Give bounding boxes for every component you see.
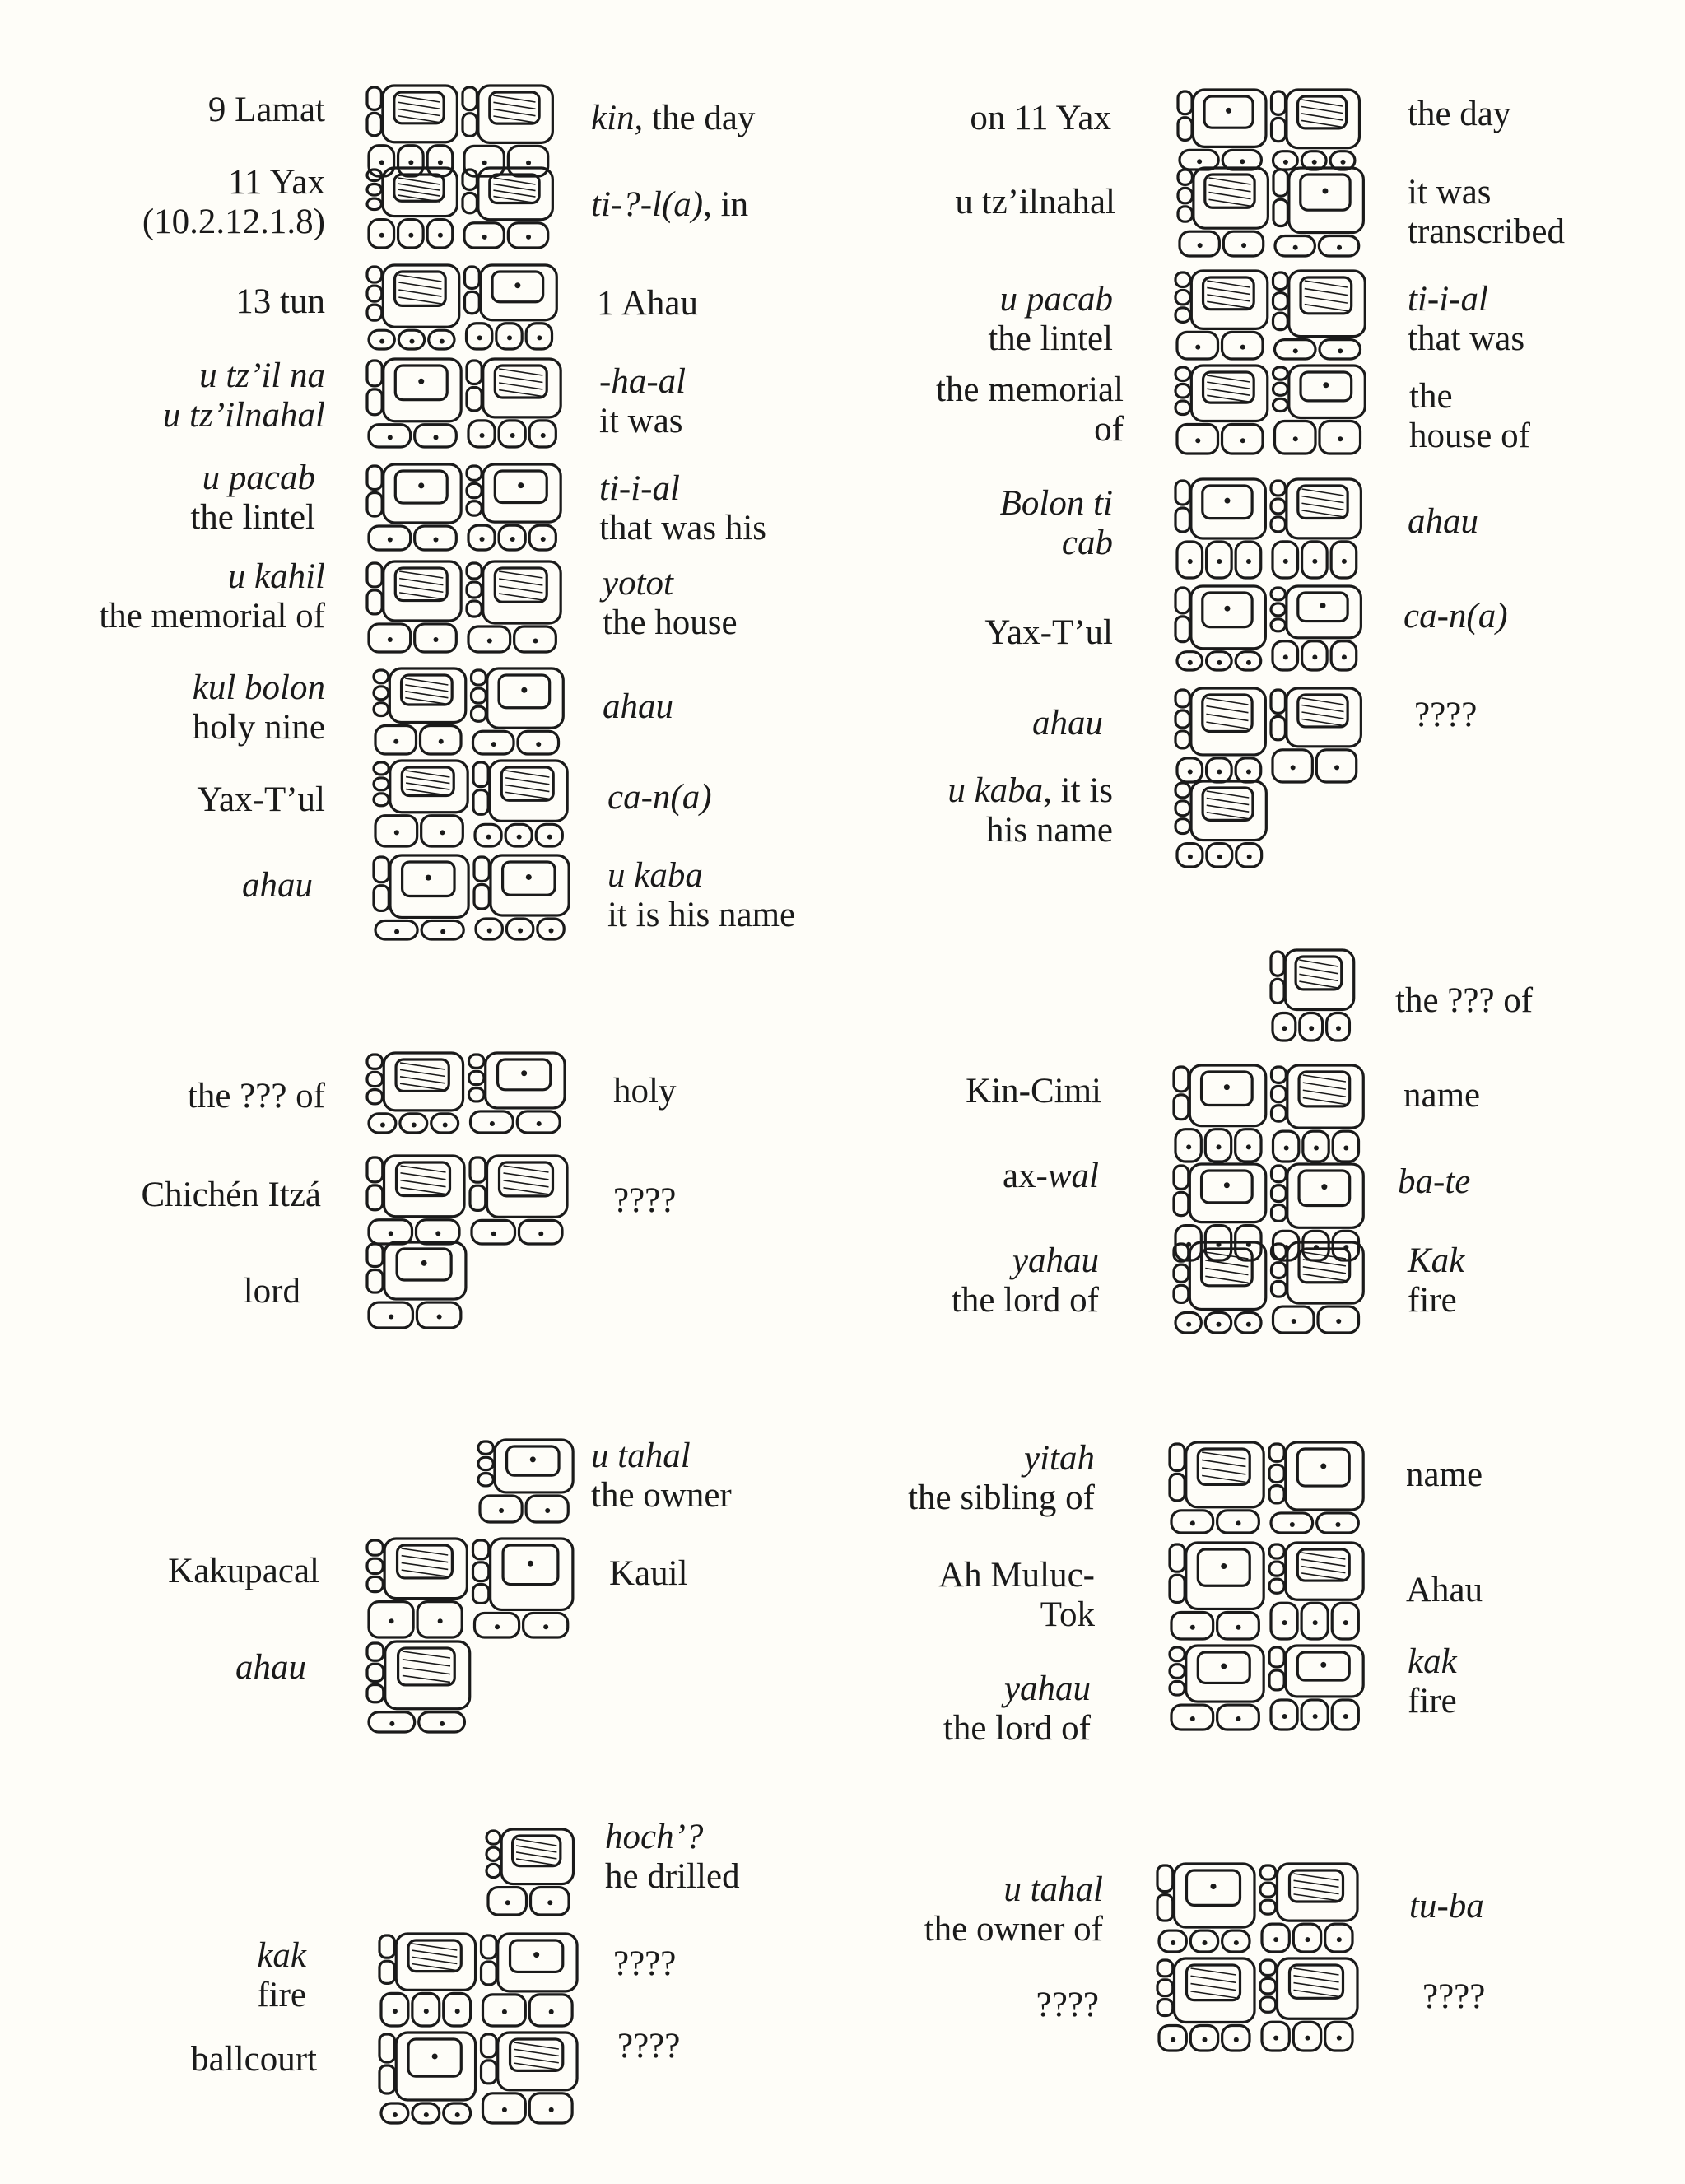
glyph-11-yax-til-icon xyxy=(362,165,560,251)
panel-1-right-label xyxy=(599,362,686,441)
glyph-ukahil-yotot-icon xyxy=(362,558,568,655)
label-text: (10.2.12.1.8) xyxy=(142,203,325,241)
panel-1-left-label xyxy=(197,780,325,820)
panel-2-right-label xyxy=(1414,696,1477,735)
label-text: kak xyxy=(257,1936,306,1975)
label-line xyxy=(1408,1241,1464,1281)
label-text: , in xyxy=(703,185,749,224)
label-text: the day xyxy=(1408,95,1511,133)
label-line xyxy=(1032,704,1103,743)
panel-7-right-label xyxy=(605,1818,740,1897)
label-line xyxy=(966,1072,1101,1111)
label-line xyxy=(1398,1162,1470,1202)
label-line xyxy=(591,1437,732,1476)
label-text: ???? xyxy=(1414,696,1478,734)
label-line xyxy=(617,2027,680,2066)
label-line xyxy=(603,687,673,727)
panel-1-right-label xyxy=(591,185,748,225)
label-line xyxy=(1403,1076,1480,1115)
glyph-on-11-yax-icon xyxy=(1173,86,1366,173)
label-line xyxy=(607,896,795,935)
label-line xyxy=(613,1072,676,1111)
label-line xyxy=(142,163,325,203)
label-text: the xyxy=(1409,377,1453,416)
label-line xyxy=(188,1077,325,1116)
panel-8-right-label xyxy=(1409,1887,1484,1926)
label-text: name xyxy=(1406,1455,1483,1494)
label-text: house of xyxy=(1409,417,1530,455)
panel-2-right-label xyxy=(1409,377,1530,456)
label-text: the memorial xyxy=(935,370,1124,409)
label-text: Ahau xyxy=(1406,1571,1483,1609)
glyph-kincimi-icon xyxy=(1169,1062,1371,1165)
glyph-utzilna-haal-icon xyxy=(362,356,568,450)
label-line xyxy=(1408,1281,1464,1320)
label-line xyxy=(605,1818,740,1857)
panel-1-left-label xyxy=(190,459,315,538)
panel-6-right-label xyxy=(1406,1455,1483,1495)
label-line xyxy=(99,557,325,597)
label-line xyxy=(908,1439,1095,1479)
label-text: the lord of xyxy=(951,1281,1099,1320)
label-text: transcribed xyxy=(1408,212,1566,251)
label-line xyxy=(1408,319,1524,359)
label-text: ba-te xyxy=(1398,1162,1471,1201)
label-line xyxy=(1408,1682,1457,1721)
label-line xyxy=(603,564,738,603)
label-line xyxy=(599,402,686,441)
glyph-yitah-icon xyxy=(1165,1439,1371,1536)
label-line xyxy=(1406,1455,1483,1495)
panel-1-right-label xyxy=(603,687,673,727)
glyph-ballcourt-icon xyxy=(375,2029,584,2126)
label-text: -ha-al xyxy=(599,362,687,401)
panel-2-right-label xyxy=(1408,95,1510,134)
panel-3-left-label xyxy=(188,1077,325,1116)
label-text: on 11 Yax xyxy=(970,99,1111,137)
label-line xyxy=(197,780,325,820)
label-text: it was xyxy=(1408,173,1492,212)
panel-4-right-label xyxy=(1408,1241,1464,1320)
panel-1-right-label xyxy=(591,99,755,138)
label-text: ???? xyxy=(1422,1977,1486,2016)
glyph-the-of-1-icon xyxy=(362,1050,572,1136)
panel-6-left-label xyxy=(908,1439,1095,1518)
label-text: holy xyxy=(613,1072,677,1111)
label-line xyxy=(99,597,325,636)
label-text: Ah Muluc- xyxy=(938,1556,1095,1595)
panel-7-left-label xyxy=(191,2040,317,2079)
label-text: u tz’il na xyxy=(199,356,325,395)
label-text: fire xyxy=(1408,1682,1457,1721)
label-line xyxy=(938,1595,1095,1635)
label-text: Yax-T’ul xyxy=(197,780,325,819)
glyph-chichen-itza-icon xyxy=(362,1153,575,1247)
label-text: the lintel xyxy=(190,498,315,537)
panel-3-right-label xyxy=(613,1181,676,1221)
label-text: 13 tun xyxy=(235,282,325,321)
label-line xyxy=(1408,212,1565,252)
glyph-memorial-house-icon xyxy=(1171,362,1372,457)
label-text: the owner of xyxy=(924,1910,1103,1949)
glyph-kakupacal-kauil-icon xyxy=(362,1535,580,1641)
glyph-yaxtul-cana-icon xyxy=(369,757,575,850)
label-text: holy nine xyxy=(192,708,325,747)
label-text: ti-i-al xyxy=(599,469,680,508)
panel-3-left-label xyxy=(142,1176,322,1215)
label-line xyxy=(988,280,1113,319)
label-text: hoch’? xyxy=(605,1818,704,1856)
label-line xyxy=(591,1476,732,1516)
label-line xyxy=(1408,502,1478,542)
panel-6-left-label xyxy=(943,1669,1091,1749)
panel-8-left-label xyxy=(924,1870,1103,1949)
panel-2-right-label xyxy=(1408,280,1524,359)
label-line xyxy=(244,1272,300,1311)
panel-1-left-label xyxy=(99,557,325,636)
label-line xyxy=(607,856,795,896)
glyph-upacab-lintel-icon xyxy=(1171,268,1372,362)
label-line xyxy=(193,668,325,708)
glyph-yahau-kak-2-icon xyxy=(1165,1642,1371,1733)
label-line xyxy=(193,708,325,747)
glyph-ahau-ukaba-icon xyxy=(369,852,576,943)
panel-2-left-label xyxy=(988,280,1113,359)
panel-2-left-label xyxy=(936,370,1124,449)
label-line xyxy=(943,1669,1091,1709)
label-line xyxy=(955,183,1115,222)
label-text: name xyxy=(1403,1076,1481,1115)
panel-2-left-label xyxy=(970,99,1111,138)
panel-1-left-label xyxy=(142,163,325,242)
label-line xyxy=(597,284,698,324)
label-line xyxy=(1408,95,1510,134)
label-line xyxy=(242,866,313,906)
glyph-unknown-tuba-icon xyxy=(1152,1955,1365,2054)
label-text: u tahal xyxy=(591,1437,691,1475)
label-text: that was his xyxy=(599,509,767,547)
panel-8-left-label xyxy=(1036,1986,1099,2025)
label-line xyxy=(1036,1986,1099,2025)
glyph-the-of-2-icon xyxy=(1266,947,1361,1044)
label-text: ???? xyxy=(613,1944,677,1983)
label-line xyxy=(1403,597,1508,636)
label-line xyxy=(1408,280,1524,319)
label-text: ballcourt xyxy=(191,2040,317,2079)
label-line xyxy=(1409,417,1530,456)
panel-2-left-label xyxy=(1032,704,1103,743)
label-line xyxy=(605,1857,740,1897)
label-text: Kak xyxy=(1408,1241,1465,1280)
label-text: yahau xyxy=(1012,1241,1099,1280)
label-text: u tahal xyxy=(1003,1870,1103,1909)
panel-6-right-label xyxy=(1408,1642,1457,1721)
label-line xyxy=(208,91,325,130)
label-line xyxy=(984,613,1113,653)
label-line xyxy=(1406,1571,1483,1610)
label-text: ahau xyxy=(1408,502,1478,541)
label-line xyxy=(936,370,1124,410)
label-text: ahau xyxy=(242,866,313,905)
label-line xyxy=(1409,1887,1484,1926)
label-line xyxy=(163,356,325,396)
glyph-yahau-kak-icon xyxy=(1169,1239,1371,1336)
label-line xyxy=(190,459,315,498)
label-line xyxy=(1409,377,1530,417)
label-line xyxy=(952,1281,1099,1320)
panel-4-left-label xyxy=(952,1241,1099,1320)
label-line xyxy=(235,282,325,322)
glyph-kulbolon-ahau-icon xyxy=(369,665,570,757)
label-text: Kauil xyxy=(609,1554,688,1593)
label-text: u pacab xyxy=(202,459,315,497)
label-text: u kaba xyxy=(947,771,1044,810)
label-line xyxy=(924,1910,1103,1949)
label-line xyxy=(908,1479,1095,1518)
glyph-ukaba-2-icon xyxy=(1171,778,1273,870)
label-line xyxy=(168,1552,319,1591)
label-text: kak xyxy=(1408,1642,1457,1681)
label-text: u pacab xyxy=(999,280,1113,319)
label-text: ???? xyxy=(613,1181,677,1220)
label-text: the sibling of xyxy=(908,1479,1095,1517)
label-text: that was xyxy=(1408,319,1525,358)
panel-2-right-label xyxy=(1408,502,1478,542)
label-line xyxy=(607,778,712,817)
label-text: his name xyxy=(985,811,1113,850)
panel-2-left-label xyxy=(947,771,1113,850)
label-text: the lintel xyxy=(988,319,1113,358)
label-text: the memorial of xyxy=(99,597,325,636)
label-text: tu-ba xyxy=(1409,1887,1484,1926)
label-line xyxy=(988,319,1113,359)
label-line xyxy=(609,1554,688,1594)
panel-5-left-label xyxy=(235,1648,306,1688)
panel-1-right-label xyxy=(603,564,738,643)
label-text: 9 Lamat xyxy=(207,91,325,129)
label-line xyxy=(1000,484,1113,524)
label-line xyxy=(947,811,1113,850)
label-text: ca-n(a) xyxy=(1403,597,1508,636)
label-text: fire xyxy=(257,1976,306,2014)
glyph-13-tun-1-ahau-icon xyxy=(362,262,564,352)
glyph-lord-icon xyxy=(362,1239,473,1331)
label-text: , the day xyxy=(634,99,756,137)
label-line xyxy=(257,1936,306,1976)
glyph-yaxtul-2-icon xyxy=(1171,583,1368,673)
label-text: yahau xyxy=(1003,1669,1091,1708)
label-text: ahau xyxy=(1032,704,1103,743)
label-line xyxy=(613,1181,676,1221)
label-text: ahau xyxy=(603,687,673,726)
label-line xyxy=(1408,1642,1457,1682)
panel-5-right-label xyxy=(609,1554,688,1594)
label-line xyxy=(591,185,748,225)
panel-6-right-label xyxy=(1406,1571,1483,1610)
label-text: u kaba xyxy=(607,856,703,895)
label-line xyxy=(599,469,766,509)
label-line xyxy=(235,1648,306,1688)
label-text: kul bolon xyxy=(192,668,325,707)
label-text: Yax-T’ul xyxy=(984,613,1113,652)
label-text: wal xyxy=(1047,1157,1099,1195)
label-line xyxy=(591,99,755,138)
label-text: ax- xyxy=(1002,1157,1048,1195)
label-text: the house xyxy=(603,603,738,642)
panel-6-left-label xyxy=(938,1556,1095,1635)
label-text: ti-i-al xyxy=(1408,280,1488,319)
label-text: , it is xyxy=(1043,771,1113,810)
label-text: ahau xyxy=(235,1648,306,1687)
label-line xyxy=(943,1709,1091,1749)
glyph-ahau-3-icon xyxy=(362,1638,477,1735)
label-text: Tok xyxy=(1040,1595,1095,1634)
glyph-utahal-1-icon xyxy=(473,1437,580,1525)
label-line xyxy=(970,99,1111,138)
glyph-hoch-icon xyxy=(482,1826,580,1918)
panel-1-left-label xyxy=(163,356,325,435)
label-text: 1 Ahau xyxy=(597,284,699,323)
label-text: lord xyxy=(243,1272,300,1311)
glyph-ah-muluc-tok-icon xyxy=(1165,1539,1371,1642)
panel-2-left-label xyxy=(984,613,1113,653)
label-text: ca-n(a) xyxy=(607,778,712,817)
label-line xyxy=(599,362,686,402)
panel-1-left-label xyxy=(193,668,325,747)
label-text: Kakupacal xyxy=(168,1552,319,1590)
label-text: u kahil xyxy=(227,557,325,596)
label-text: yotot xyxy=(603,564,673,603)
panel-2-left-label xyxy=(955,183,1115,222)
panel-1-left-label xyxy=(208,91,325,130)
label-line xyxy=(603,603,738,643)
label-line xyxy=(599,509,766,548)
panel-1-right-label xyxy=(597,284,698,324)
label-text: 11 Yax xyxy=(228,163,325,202)
label-text: yitah xyxy=(1024,1439,1095,1478)
label-line xyxy=(938,1556,1095,1595)
panel-4-left-label xyxy=(1003,1157,1099,1196)
label-line xyxy=(947,771,1113,811)
label-line xyxy=(191,2040,317,2079)
label-text: Chichén Itzá xyxy=(141,1176,321,1214)
panel-4-right-label xyxy=(1403,1076,1480,1115)
panel-3-right-label xyxy=(613,1072,676,1111)
label-line xyxy=(163,396,325,435)
label-line xyxy=(1000,524,1113,563)
panel-8-right-label xyxy=(1422,1977,1485,2017)
panel-3-left-label xyxy=(244,1272,300,1311)
panel-2-right-label xyxy=(1408,173,1565,252)
panel-4-right-label xyxy=(1398,1162,1470,1202)
label-text: kin xyxy=(591,99,635,137)
glyph-utahal-tuba-icon xyxy=(1152,1860,1365,1955)
label-text: the ??? of xyxy=(1395,981,1534,1020)
label-text: the lord of xyxy=(943,1709,1091,1748)
glyph-ahau-2-icon xyxy=(1171,685,1368,785)
glyph-bolon-ti-cab-icon xyxy=(1171,476,1368,581)
label-text: it was xyxy=(599,402,683,440)
label-text: u tz’ilnahal xyxy=(955,183,1115,221)
label-text: fire xyxy=(1408,1281,1457,1320)
label-line xyxy=(1422,1977,1485,2017)
glyph-kak-fire-icon xyxy=(375,1930,584,2029)
label-line xyxy=(613,1944,676,1984)
glyph-upacab-tiial-icon xyxy=(362,461,568,553)
label-text: cab xyxy=(1061,524,1113,562)
panel-1-right-label xyxy=(599,469,766,548)
panel-1-right-label xyxy=(607,856,795,935)
glyph-utzilnahal-icon xyxy=(1173,165,1371,259)
label-text: ???? xyxy=(1036,1986,1099,2024)
label-line xyxy=(952,1241,1099,1281)
panel-4-left-label xyxy=(966,1072,1101,1111)
label-line xyxy=(190,498,315,538)
panel-5-right-label xyxy=(591,1437,732,1516)
label-text: ???? xyxy=(617,2027,681,2065)
label-line xyxy=(1414,696,1477,735)
panel-7-left-label xyxy=(257,1936,306,2015)
label-line xyxy=(1003,1157,1099,1196)
label-text: the owner xyxy=(591,1476,732,1515)
label-text: ti-?-l(a) xyxy=(591,185,704,224)
label-line xyxy=(1408,173,1565,212)
label-text: he drilled xyxy=(605,1857,740,1896)
panel-4-right-label xyxy=(1395,981,1533,1021)
label-line xyxy=(924,1870,1103,1910)
panel-7-right-label xyxy=(613,1944,676,1984)
label-text: Kin-Cimi xyxy=(966,1072,1101,1111)
label-line xyxy=(142,1176,322,1215)
panel-1-left-label xyxy=(242,866,313,906)
panel-2-left-label xyxy=(1000,484,1113,563)
label-line xyxy=(936,410,1124,449)
label-text: the ??? of xyxy=(187,1077,325,1115)
panel-7-right-label xyxy=(617,2027,680,2066)
panel-1-right-label xyxy=(607,778,712,817)
label-text: u tz’ilnahal xyxy=(162,396,325,435)
label-line xyxy=(257,1976,306,2015)
label-text: it is his name xyxy=(607,896,796,934)
label-text: Bolon ti xyxy=(999,484,1113,523)
label-line xyxy=(1395,981,1533,1021)
label-line xyxy=(142,203,325,242)
panel-2-right-label xyxy=(1403,597,1508,636)
label-text: of xyxy=(1094,410,1124,449)
panel-1-left-label xyxy=(235,282,325,322)
panel-5-left-label xyxy=(168,1552,319,1591)
